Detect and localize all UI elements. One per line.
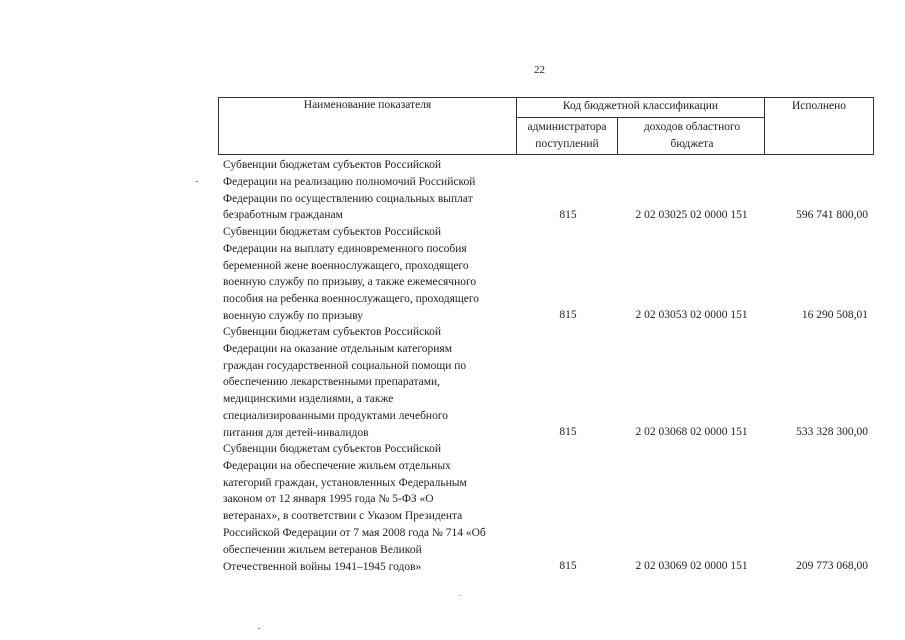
scan-speck [459,595,460,596]
row-admin-code: 815 [559,309,577,321]
row-name: Субвенции бюджетам субъектов Российской Федерации на обеспечение жильем отдельных категорий граждан, установленных Федеральным законом от 12 января 1995 года № 5-ФЗ «О ветеранах», в соответствии с Указом Президента Российской Федерации от 7 мая 2008 года № 714 «Об обеспечении жильем ветеранов Великой Отечественной войны 1941–1945 годов» [223,443,486,573]
page-number: 22 [534,64,545,76]
header-code-group: Код бюджетной классификации [562,100,719,112]
row-income-code: 2 02 03068 02 0000 151 [635,426,748,438]
row-admin-code: 815 [559,209,577,221]
scan-speck [258,628,260,629]
row-income-code: 2 02 03025 02 0000 151 [635,209,748,221]
row-name: Субвенции бюджетам субъектов Российской Федерации на оказание отдельным категориям граждан государственной социальной помощи по обеспечению лекарственными препаратами, медицинскими изделиями, а также специализированными продуктами лечебного питания для детей-инвалидов [223,326,467,439]
row-amount: 16 290 508,01 [801,309,868,321]
header-income-sub: доходов областного бюджета [643,121,741,150]
row-income-code: 2 02 03053 02 0000 151 [635,309,748,321]
row-amount: 209 773 068,00 [796,560,868,572]
row-admin-code: 815 [559,426,577,438]
row-amount: 533 328 300,00 [796,426,868,438]
row-admin-code: 815 [559,560,577,572]
row-name: Субвенции бюджетам субъектов Российской Федерации на выплату единовременного пособия беременной жене военнослужащего, проходящего военную службу по призыву, а также ежемесячного пособия на ребенка военнослужащего, проходящего военную службу по призыву [223,226,480,322]
header-executed-col: Исполнено [791,100,847,112]
row-name: Субвенции бюджетам субъектов Российской Федерации на реализацию полномочий Российской Федерации по осуществлению социальных выплат безработным гражданам [223,159,476,222]
row-amount: 596 741 800,00 [796,209,868,221]
header-admin-sub: администратора поступлений [527,121,607,150]
header-name-col: Наименование показателя [303,99,432,111]
scan-speck [196,181,198,182]
row-income-code: 2 02 03069 02 0000 151 [635,560,748,572]
code-group-underline [516,117,764,118]
col-divider-2 [617,117,618,155]
